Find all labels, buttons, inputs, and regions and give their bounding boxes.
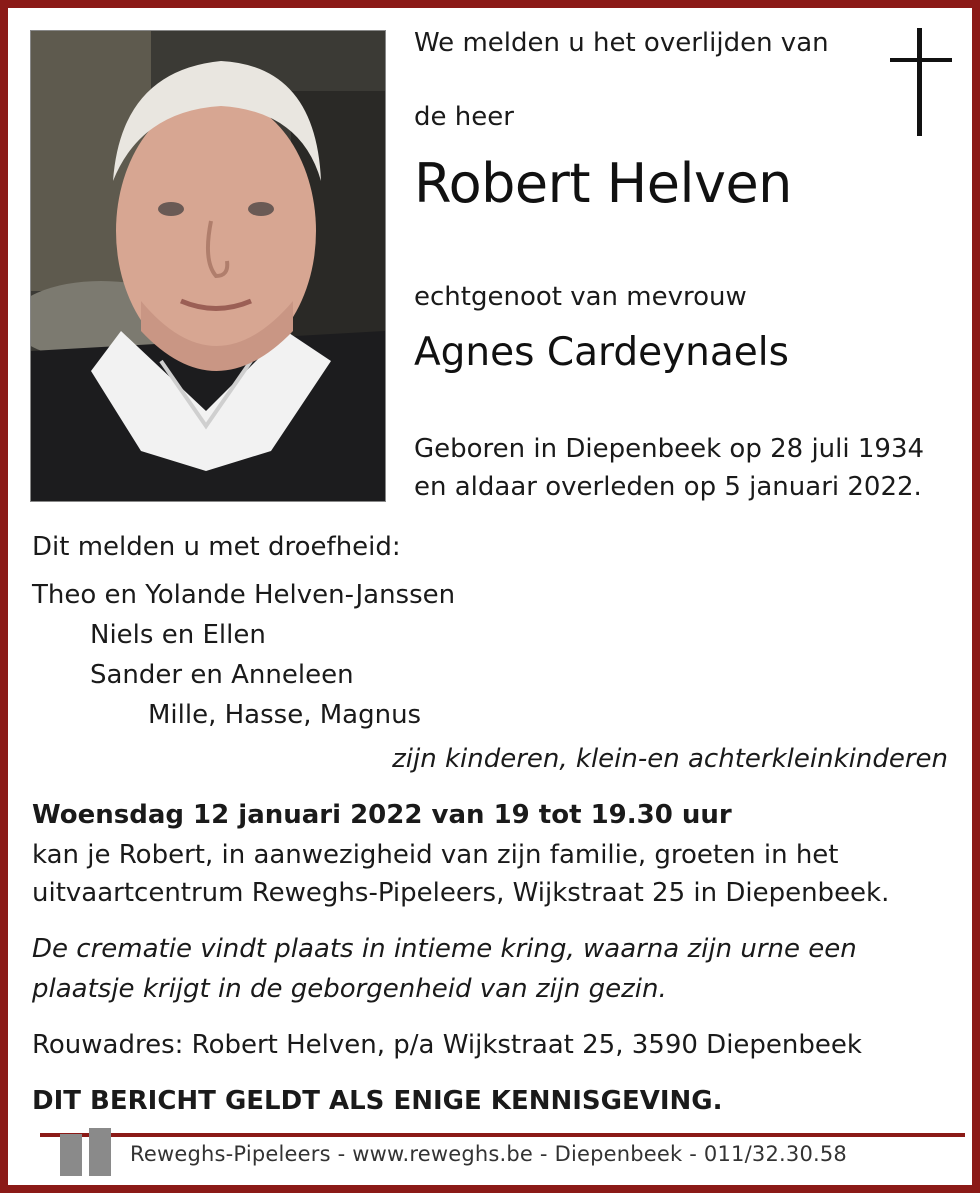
cross-icon — [890, 28, 952, 136]
cremation-line: plaatsje krijgt in de geborgenheid van zijn gezin. — [32, 974, 667, 1004]
birth-info: Geboren in Diepenbeek op 28 juli 1934 — [414, 434, 925, 464]
family-member: Sander en Anneleen — [90, 660, 354, 690]
funeral-home-logo-icon — [60, 1128, 114, 1176]
deceased-name: Robert Helven — [414, 152, 792, 215]
spouse-intro: echtgenoot van mevrouw — [414, 282, 747, 312]
cremation-line: De crematie vindt plaats in intieme kring, waarna zijn urne een — [32, 934, 857, 964]
family-intro: Dit melden u met droefheid: — [32, 532, 401, 562]
honorific-title: de heer — [414, 102, 514, 132]
death-info: en aldaar overleden op 5 januari 2022. — [414, 472, 922, 502]
family-member: Niels en Ellen — [90, 620, 266, 650]
notice-statement: DIT BERICHT GELDT ALS ENIGE KENNISGEVING. — [32, 1086, 723, 1116]
mourning-address: Rouwadres: Robert Helven, p/a Wijkstraat 25, 3590 Diepenbeek — [32, 1030, 862, 1060]
visitation-heading: Woensdag 12 januari 2022 van 19 tot 19.30 uur — [32, 800, 732, 830]
footer-divider — [40, 1133, 965, 1137]
announcement-intro: We melden u het overlijden van — [414, 28, 829, 58]
visitation-line: uitvaartcentrum Reweghs-Pipeleers, Wijkstraat 25 in Diepenbeek. — [32, 878, 890, 908]
portrait-photo — [30, 30, 386, 502]
family-member: Mille, Hasse, Magnus — [148, 700, 422, 730]
spouse-name: Agnes Cardeynaels — [414, 330, 789, 375]
family-member: Theo en Yolande Helven-Janssen — [32, 580, 456, 610]
visitation-line: kan je Robert, in aanwezigheid van zijn familie, groeten in het — [32, 840, 839, 870]
family-caption: zijn kinderen, klein-en achterkleinkinderen — [392, 744, 948, 774]
footer-contact: Reweghs-Pipeleers - www.reweghs.be - Diepenbeek - 011/32.30.58 — [130, 1142, 847, 1166]
